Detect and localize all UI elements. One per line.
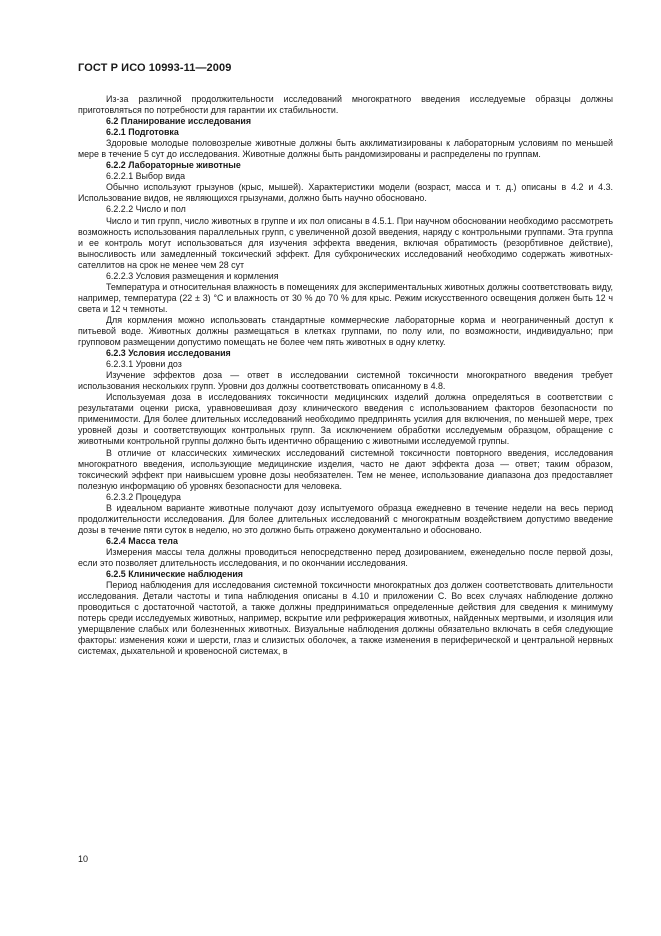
paragraph: В идеальном варианте животные получают дозу испытуемого образца ежедневно в течение недели на весь период продолжительности исследования. Для более длительных исследований с многократным воздействием допустимо введение дозы в течение пяти суток в неделю, но это должно быть отражено документально и обосновано.	[78, 502, 613, 535]
section-heading: 6.2 Планирование исследования	[106, 116, 252, 127]
paragraph: Число и тип групп, число животных в группе и их пол описаны в 4.5.1. При научном обосновании необходимо рассмотреть возможность использования параллельных групп, с увеличенной дозой введения, наряду с контрольными группами. Эта группа и ее контроль могут использоваться для изучения эффекта введения, включая обратимость (резорбтивное действие), выносливость или замедленный токсический эффект. Для субхронических исследований необходимо содержать животных-сателлитов на срок не менее чем 28 сут	[78, 215, 614, 270]
paragraph: Обычно используют грызунов (крыс, мышей). Характеристики модели (возраст, масса и т. д.) описаны в 4.2 и 4.3. Использование видов, не являющихся грызунами, должно быть научно обосновано.	[78, 182, 613, 204]
paragraph: Период наблюдения для исследования системной токсичности многократных доз должен соответствовать длительности исследования. Детали частоты и типа наблюдения описаны в 4.10 и приложении С. Во всех случаях наблюдение должно проводиться с достаточной частотой, а также должны предприниматься определенные действия для сведения к минимуму потерь среди исследуемых животных, например, вскрытие или рефрижерация животных, найденных мертвыми, и изоляция или умерщвление слабых или болезненных животных. Визуальные наблюдения должны обязательно включать в себя следующие факторы: изменения кожи и шерсти, глаз и слизистых оболочек, а также изменения в периферической и центральной нервных системах, дыхательной и кровеносной системах, в	[78, 580, 613, 657]
document-header: ГОСТ Р ИСО 10993-11—2009	[78, 62, 232, 74]
subsection-heading: 6.2.2.1 Выбор вида	[106, 171, 186, 182]
paragraph: Для кормления можно использовать стандартные коммерческие лабораторные корма и неограниченный доступ к питьевой воде. Животных должны размещаться в клетках группами, по полу или, по возможности, индивидуально; при групповом размещении допустимо помещать не более чем пять животных в одну клетку.	[78, 314, 613, 348]
subsection-heading: 6.2.3.1 Уровни доз	[106, 359, 182, 370]
page-number: 10	[78, 854, 89, 864]
subsection-heading: 6.2.3.2 Процедура	[106, 491, 181, 502]
paragraph: Используемая доза в исследованиях токсичности медицинских изделий должна определяться в соответствии с результатами оценки риска, уравновешивая дозу клинического введения с использованием факторов безопасности по применимости. Для более длительных исследований необходимо предпринять усилия для включения, по меньшей мере, трех уровней дозы и соответствующих контрольных групп. За исключением обработки исследуемым образцом, обращение с животными контрольной группы должно быть идентично обращению с животными исследуемой группы.	[78, 392, 613, 447]
document-body	[78, 94, 613, 657]
section-heading: 6.2.2 Лабораторные животные	[106, 160, 241, 171]
paragraph: Температура и относительная влажность в помещениях для экспериментальных животных должны соответствовать виду, например, температура (22 ± 3) °С и влажность от 30 % до 70 % для крыс. Режим искусственного освещения должен быть 12 ч света и 12 ч темноты.	[78, 281, 613, 314]
paragraph: В отличие от классических химических исследований системной токсичности повторного введения, исследования многократного введения, использующие медицинские изделия, часто не дают эффекта доза — ответ; таким образом, токсический эффект при наивысшем уровне дозы необязателен. Тем не менее, использование диапазона доз предоставляет полезную информацию об уровнях безопасности для человека.	[78, 447, 613, 491]
paragraph: Здоровые молодые половозрелые животные должны быть акклиматизированы к лабораторным условиям по меньшей мере в течение 5 сут до исследования. Животные должны быть рандомизированы и распределены по группам.	[78, 138, 613, 160]
paragraph: Измерения массы тела должны проводиться непосредственно перед дозированием, еженедельно после первой дозы, если это позволяет длительность исследования, и по окончании исследования.	[78, 546, 613, 568]
paragraph: Изучение эффектов доза — ответ в исследовании системной токсичности многократного введения требует использования нескольких групп. Уровни доз должны соответствовать описанному в 4.8.	[78, 370, 613, 392]
subsection-heading: 6.2.2.2 Число и пол	[106, 204, 186, 215]
paragraph: Из-за различной продолжительности исследований многократного введения исследуемые образцы должны приготовляться по потребности для гарантии их стабильности.	[78, 94, 613, 116]
subsection-heading: 6.2.2.3 Условия размещения и кормления	[106, 270, 279, 281]
section-heading: 6.2.4 Масса тела	[106, 535, 178, 546]
section-heading: 6.2.5 Клинические наблюдения	[106, 569, 243, 580]
section-heading: 6.2.3 Условия исследования	[106, 348, 231, 359]
section-heading: 6.2.1 Подготовка	[106, 127, 179, 138]
